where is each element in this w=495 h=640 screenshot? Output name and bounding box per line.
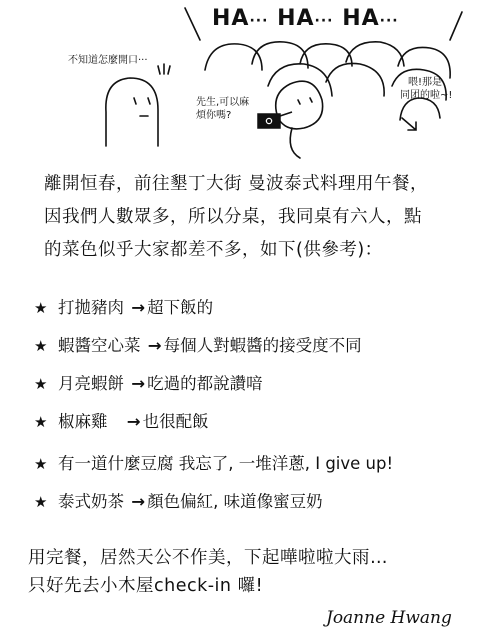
outro-paragraph [28,544,388,600]
star-icon: ★ [34,455,48,473]
dish-name: 椒麻雞 [58,412,108,431]
shouting-arrow [402,118,416,130]
arrow-right-icon: → [126,412,141,431]
dish-item [34,488,323,512]
dish-item [34,450,393,474]
dish-item [34,332,362,356]
dish-name: 打拋豬肉 [58,298,124,317]
dish-name: 蝦醬空心菜 [58,336,141,355]
crowd-head-6 [268,64,332,96]
dish-comment: 每個人對蝦醬的接受度不同 [163,336,362,355]
intro-line: 的菜色似乎大家都差不多，如下(供參考)： [44,240,383,260]
camera-person-arm [290,128,300,158]
dish-name: 月亮蝦餅 [58,374,124,393]
intro-line: 離開恒春，前往墾丁大街 曼波泰式料理用午餐， [44,174,429,194]
star-icon: ★ [34,413,48,431]
star-icon: ★ [34,299,48,317]
dish-name: 泰式奶茶 [58,492,124,511]
shout-speech-line: 喂!那是 [408,77,443,88]
nervous-mark [158,64,170,74]
camera-person-head [276,81,323,129]
arrow-right-icon: → [147,336,162,355]
crowd-head-4 [346,42,404,66]
laugh-dots: ··· [379,13,399,29]
crowd-head-5 [398,47,450,78]
star-icon: ★ [34,337,48,355]
emphasis-line-right [450,12,462,40]
star-icon: ★ [34,493,48,511]
dish-item [34,294,213,318]
dish-item [34,370,263,394]
thinking-person-eye [148,98,150,104]
camera-person-eye [310,98,312,102]
arrow-right-icon: → [131,374,146,393]
laugh-ha: HA [212,6,250,31]
laugh-ha: HA [342,6,380,31]
dish-name: 有一道什麼豆腐 我忘了, 一堆洋蔥, I give up! [58,454,394,473]
signature: Joanne Hwang [326,608,452,628]
dish-comment: 超下飯的 [147,298,214,317]
waiter-speech [196,96,249,122]
intro-paragraph [44,168,428,267]
shout-speech-line: 同团的啦~! [400,90,453,101]
shout-speech [400,76,452,102]
thinking-person-head [106,78,158,146]
dish-item [34,408,209,432]
dish-comment: 吃過的都說讚喑 [147,374,263,393]
waiter-speech-line: 煩你嗎? [196,110,232,121]
waiter-speech-line: 先生,可以麻 [196,97,250,108]
arrow-right-icon: → [131,298,146,317]
dish-comment: 顏色偏紅, 味道像蜜豆奶 [147,492,323,511]
laugh-dots: ··· [249,13,269,29]
star-icon: ★ [34,375,48,393]
laugh-dots: ··· [314,13,334,29]
arrow-right-icon: → [131,492,146,511]
dish-comment: 也很配飯 [142,412,209,431]
emphasis-line-left [185,8,200,40]
laugh-text [212,6,399,31]
thinking-person-eye [134,98,136,104]
thought-text: 不知道怎麼開口··· [68,55,148,66]
outro-line: 用完餐，居然天公不作美，下起嘩啦啦大雨… [28,548,388,568]
laugh-ha: HA [277,6,315,31]
intro-line: 因我們人數眾多，所以分桌，我同桌有六人，點 [44,207,422,227]
crowd-head-7 [326,63,384,96]
camera-icon [258,114,280,128]
camera-person-eye [298,100,300,104]
outro-line: 只好先去小木屋check-in 囉! [28,576,264,596]
